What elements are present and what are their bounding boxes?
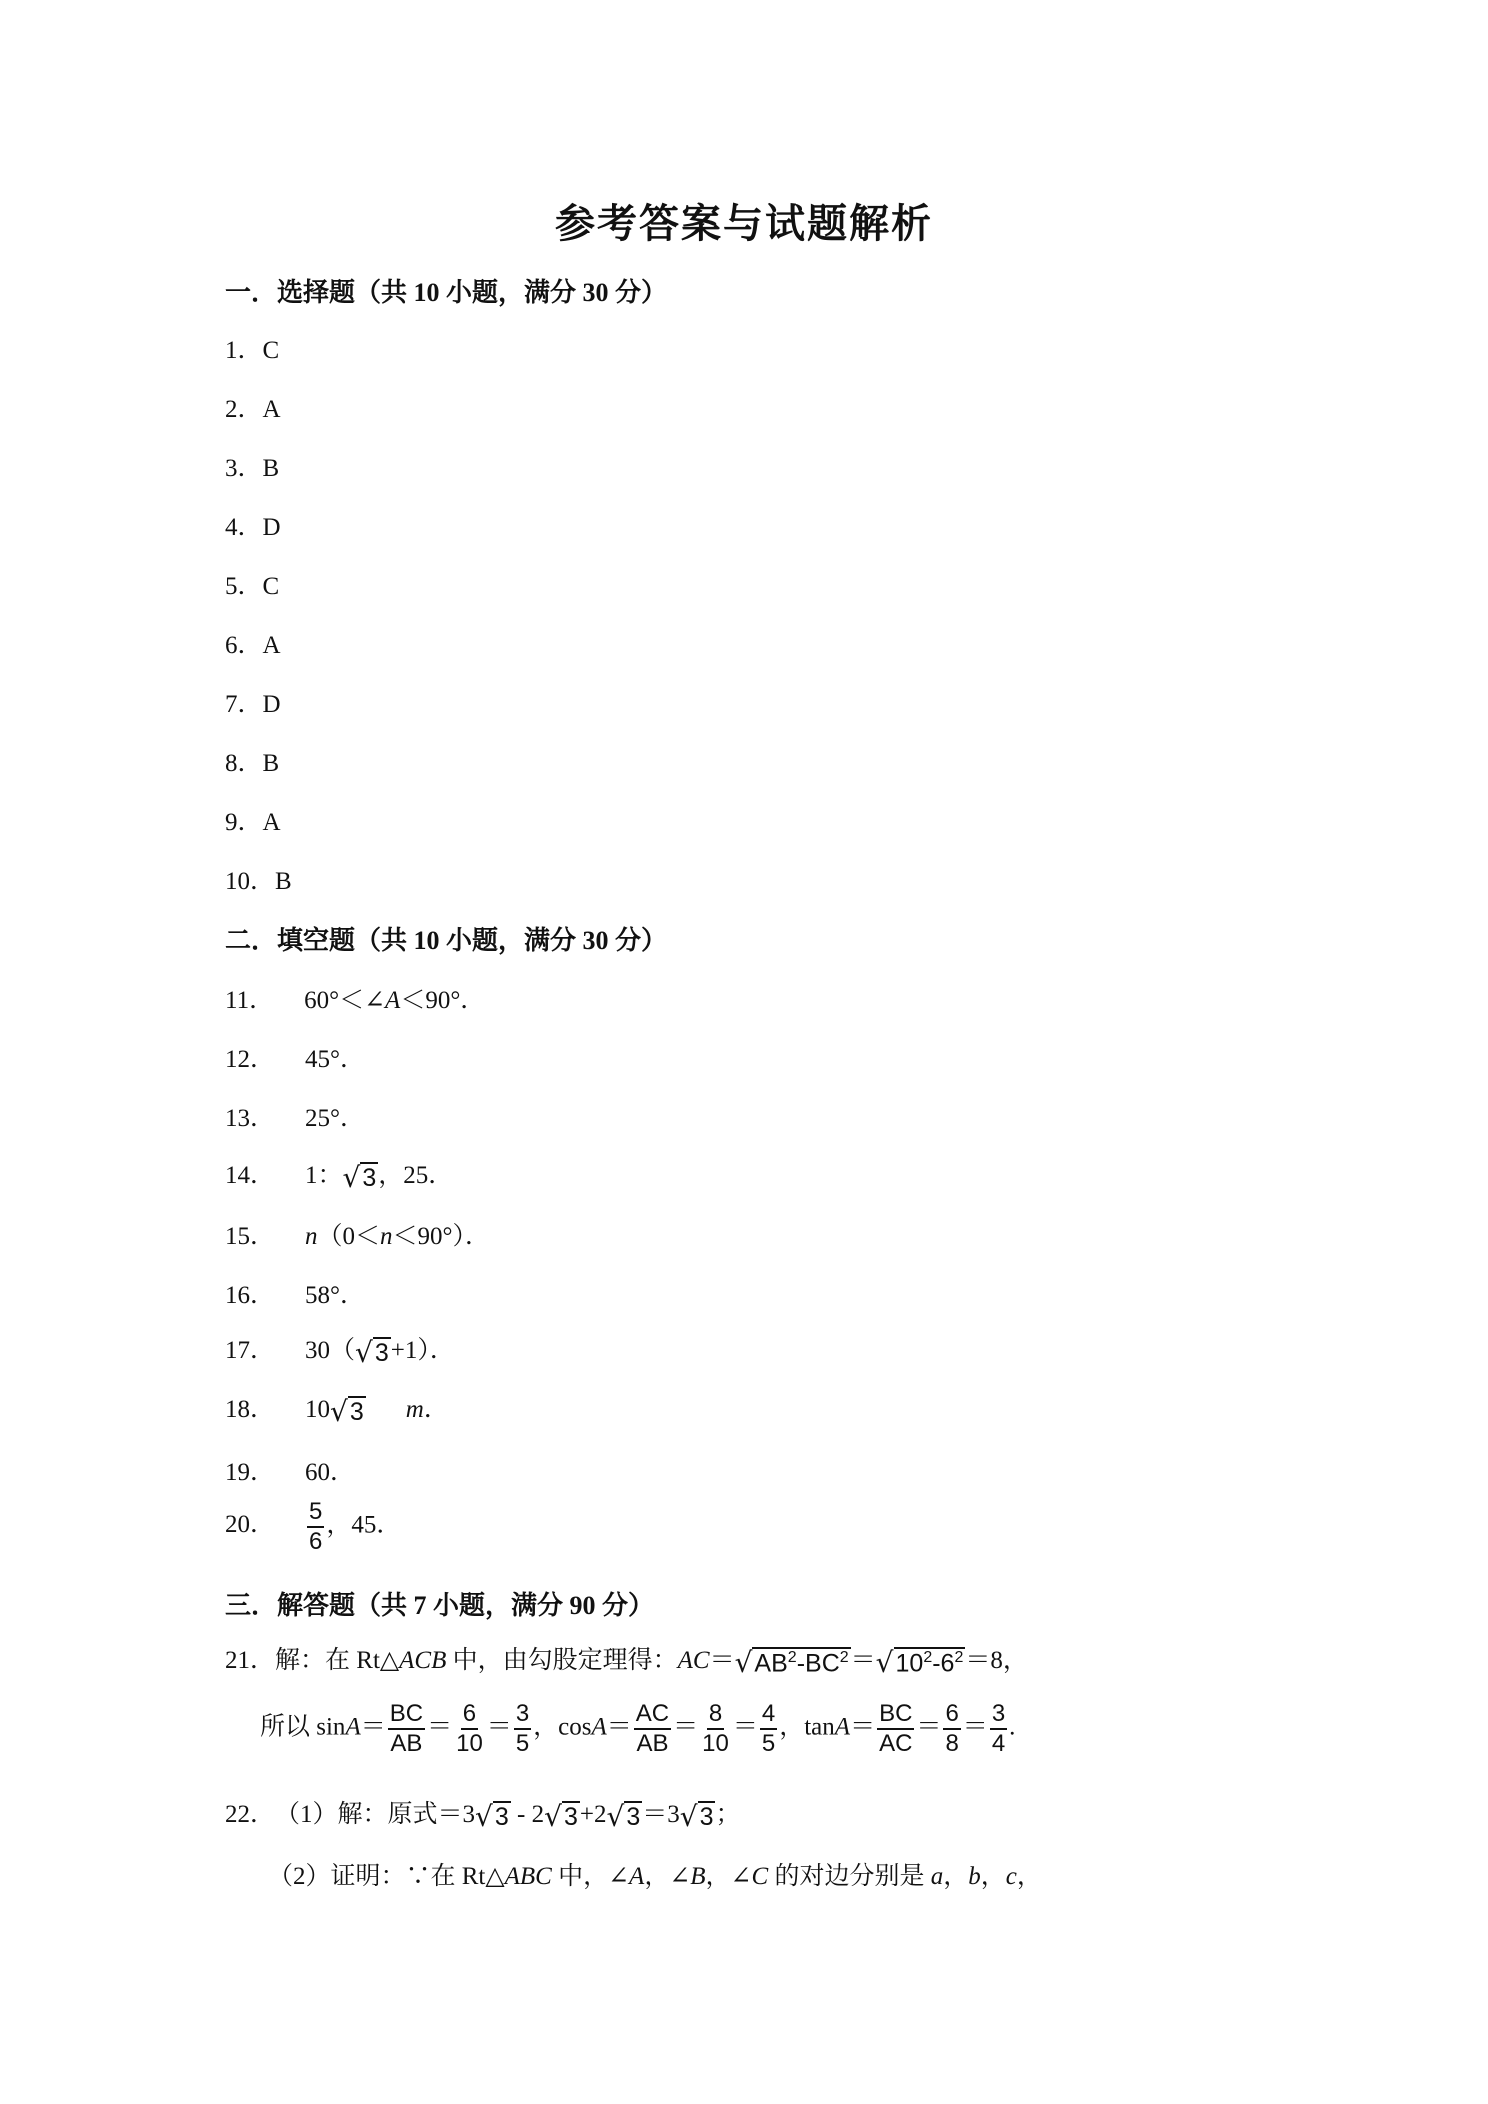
item-number: 7．	[225, 691, 263, 718]
item-number: 12．	[225, 1046, 276, 1073]
item-text: 60°＜∠	[304, 987, 386, 1014]
sqrt-expression: √3	[679, 1799, 714, 1833]
item-text: ，45．	[326, 1511, 402, 1539]
fraction	[760, 1700, 777, 1757]
variable: C	[751, 1863, 769, 1890]
variable: A	[834, 1713, 851, 1741]
item-text: ．	[423, 1396, 449, 1423]
item-number: 2．	[225, 396, 263, 423]
item-number: 11．	[225, 987, 275, 1014]
equals: ＝	[709, 1647, 735, 1674]
radicand: 3	[563, 1802, 578, 1831]
sqrt-expression: $√AB^2-BC^2$	[734, 1645, 849, 1679]
answer-item-20	[225, 1498, 401, 1555]
item-text: 解：在 Rt△	[275, 1647, 400, 1674]
denominator: AB	[636, 1729, 669, 1757]
item-number: 18．	[225, 1396, 276, 1423]
answer-item-4	[225, 507, 281, 543]
variable: c	[1005, 1863, 1017, 1890]
answer-item-7	[225, 684, 281, 720]
item-text: ，25．	[378, 1162, 454, 1189]
answer-item-15	[225, 1216, 490, 1252]
item-text: ，	[1016, 1863, 1042, 1890]
answer-item-13	[225, 1098, 365, 1134]
answer-item-2	[225, 389, 281, 425]
sqrt-expression: √3	[342, 1160, 377, 1194]
variable: A	[629, 1863, 645, 1890]
sqrt-expression: √3	[544, 1799, 578, 1833]
item-text: +1）．	[390, 1337, 455, 1364]
equals: ＝	[962, 1713, 988, 1741]
denominator: 5	[515, 1729, 530, 1757]
radicand: 3	[349, 1397, 364, 1426]
fraction	[877, 1700, 914, 1757]
item-number: 9．	[225, 809, 263, 836]
radicand-part: -BC	[796, 1648, 840, 1677]
numerator: BC	[388, 1700, 425, 1730]
denominator: AB	[390, 1729, 423, 1757]
answer-item-21-line2	[260, 1700, 1015, 1757]
item-answer: B	[275, 868, 292, 895]
numerator: 4	[760, 1700, 777, 1730]
item-answer: C	[262, 573, 280, 600]
sqrt-expression: √3	[475, 1799, 509, 1833]
variable: AC	[677, 1647, 710, 1674]
item-text: ，	[980, 1863, 1006, 1890]
sqrt-expression: $√10^2-6^2$	[875, 1645, 964, 1679]
item-text: 60．	[305, 1459, 356, 1486]
fraction	[307, 1498, 324, 1555]
item-text: 中，∠	[551, 1863, 630, 1890]
sqrt-expression: √3	[606, 1799, 641, 1833]
equals: ＝	[732, 1713, 758, 1741]
denominator: 5	[761, 1729, 776, 1757]
radicand: 3	[699, 1802, 714, 1831]
variable: B	[690, 1863, 706, 1890]
variable: n	[305, 1223, 318, 1250]
item-answer: B	[262, 455, 280, 482]
item-answer: A	[262, 396, 281, 423]
equals: ＝	[360, 1713, 386, 1741]
equals: ＝	[673, 1713, 699, 1741]
equals: ＝	[916, 1713, 942, 1741]
equals: ＝	[850, 1647, 876, 1674]
fraction	[514, 1700, 531, 1757]
item-text: 中，由勾股定理得：	[446, 1647, 678, 1674]
item-number: 13．	[225, 1105, 276, 1132]
sqrt-expression: √3	[330, 1394, 364, 1428]
item-number: 19．	[225, 1459, 276, 1486]
item-text: ，tan	[779, 1713, 835, 1741]
variable: b	[968, 1863, 981, 1890]
answer-item-18	[225, 1389, 449, 1428]
item-text: ＝8，	[965, 1647, 1028, 1674]
unit: m	[405, 1396, 424, 1423]
numerator: 8	[707, 1700, 724, 1730]
exponent: 2	[787, 1648, 797, 1666]
radicand-part: -6	[932, 1648, 955, 1677]
item-text: ，∠	[644, 1863, 691, 1890]
exponent: 2	[923, 1648, 933, 1666]
section-heading-choice: 一．选择题（共 10 小题，满分 30 分）	[225, 278, 668, 307]
item-number: 6．	[225, 632, 263, 659]
item-answer: D	[262, 514, 281, 541]
variable: a	[930, 1863, 944, 1890]
denominator: 6	[309, 1527, 323, 1555]
radicand: 3	[374, 1338, 389, 1367]
radicand-part: 10	[895, 1648, 924, 1677]
denominator: AC	[879, 1729, 913, 1757]
item-number: 22．	[225, 1801, 276, 1828]
numerator: 3	[514, 1700, 531, 1730]
answer-item-6	[225, 625, 281, 661]
item-text: ，∠	[705, 1863, 752, 1890]
answer-item-21	[225, 1640, 1028, 1679]
exponent: 2	[954, 1648, 964, 1666]
item-text: 45°．	[305, 1046, 366, 1073]
item-text: .	[1009, 1713, 1016, 1741]
fraction	[943, 1700, 960, 1757]
item-text: ；	[715, 1801, 741, 1828]
item-answer: A	[262, 809, 281, 836]
fraction	[634, 1700, 671, 1757]
item-text: ＜90°．	[400, 987, 486, 1014]
numerator: 6	[943, 1700, 960, 1730]
item-answer: A	[262, 632, 281, 659]
answer-item-11	[225, 980, 485, 1016]
section-heading-solutions: 三．解答题（共 7 小题，满分 90 分）	[225, 1591, 655, 1620]
equals: ＝	[427, 1713, 453, 1741]
item-text: ＝3	[642, 1801, 680, 1828]
equals: ＝	[606, 1713, 632, 1741]
answer-item-9	[225, 802, 281, 838]
answer-item-22-part2	[268, 1856, 1042, 1892]
answer-item-14	[225, 1155, 453, 1194]
item-text: 1：	[305, 1162, 343, 1189]
answer-item-3	[225, 448, 279, 484]
item-text: （1）解：原式＝3	[275, 1801, 476, 1828]
fraction	[700, 1700, 731, 1757]
answer-item-5	[225, 566, 279, 602]
radicand: 3	[362, 1163, 377, 1192]
item-text: ，	[943, 1863, 969, 1890]
numerator: BC	[877, 1700, 914, 1730]
item-number: 17．	[225, 1337, 276, 1364]
denominator: 10	[456, 1729, 483, 1757]
item-number: 4．	[225, 514, 263, 541]
item-number: 8．	[225, 750, 263, 777]
page-title: 参考答案与试题解析	[555, 201, 933, 246]
variable: A	[591, 1713, 607, 1741]
item-number: 3．	[225, 455, 263, 482]
section-heading-fill-blank: 二．填空题（共 10 小题，满分 30 分）	[225, 926, 668, 955]
item-text: 58°．	[305, 1282, 366, 1309]
numerator: 6	[461, 1700, 478, 1730]
fraction	[388, 1700, 425, 1757]
fraction	[454, 1700, 485, 1757]
item-text: 10	[305, 1396, 331, 1423]
answer-item-10	[225, 861, 292, 897]
answer-item-16	[225, 1275, 365, 1311]
exponent: 2	[839, 1648, 849, 1666]
item-answer: B	[262, 750, 280, 777]
answer-item-12	[225, 1039, 365, 1075]
answer-item-1	[225, 330, 279, 366]
answer-item-8	[225, 743, 279, 779]
item-number: 15．	[225, 1223, 276, 1250]
item-text: +2	[579, 1801, 607, 1828]
item-number: 14．	[225, 1162, 276, 1189]
item-text: （2）证明：∵在 Rt△	[268, 1863, 505, 1890]
item-number: 10．	[225, 868, 276, 895]
triangle-name: ACB	[399, 1647, 447, 1674]
item-text: - 2	[510, 1801, 545, 1828]
answer-item-22	[225, 1794, 741, 1833]
item-answer: D	[262, 691, 281, 718]
radicand: 3	[494, 1802, 509, 1831]
variable: A	[345, 1713, 361, 1741]
fraction	[990, 1700, 1007, 1757]
denominator: 4	[991, 1729, 1006, 1757]
item-text: ＜90°）．	[392, 1223, 491, 1250]
radicand-part: AB	[754, 1648, 788, 1677]
item-text: （0＜	[317, 1223, 381, 1250]
equals: ＝	[486, 1713, 512, 1741]
numerator: 5	[307, 1498, 324, 1528]
sqrt-expression: √3	[355, 1335, 389, 1369]
equals: ＝	[850, 1713, 876, 1741]
answer-item-17	[225, 1330, 455, 1369]
item-number: 21．	[225, 1647, 276, 1674]
item-number: 5．	[225, 573, 263, 600]
item-text: 30（	[305, 1337, 356, 1364]
numerator: AC	[634, 1700, 671, 1730]
item-number: 16．	[225, 1282, 276, 1309]
item-text: 25°．	[305, 1105, 366, 1132]
numerator: 3	[990, 1700, 1007, 1730]
variable: A	[385, 987, 401, 1014]
radicand: 3	[626, 1802, 641, 1831]
item-text: 所以 sin	[260, 1713, 346, 1741]
item-number: 1．	[225, 337, 263, 364]
item-text: 的对边分别是	[768, 1863, 931, 1890]
denominator: 10	[702, 1729, 729, 1757]
denominator: 8	[945, 1729, 959, 1757]
answer-item-19	[225, 1452, 355, 1488]
item-text: ，cos	[533, 1713, 592, 1741]
variable: n	[380, 1223, 393, 1250]
triangle-name: ABC	[504, 1863, 552, 1890]
item-number: 20．	[225, 1511, 276, 1539]
item-answer: C	[262, 337, 280, 364]
